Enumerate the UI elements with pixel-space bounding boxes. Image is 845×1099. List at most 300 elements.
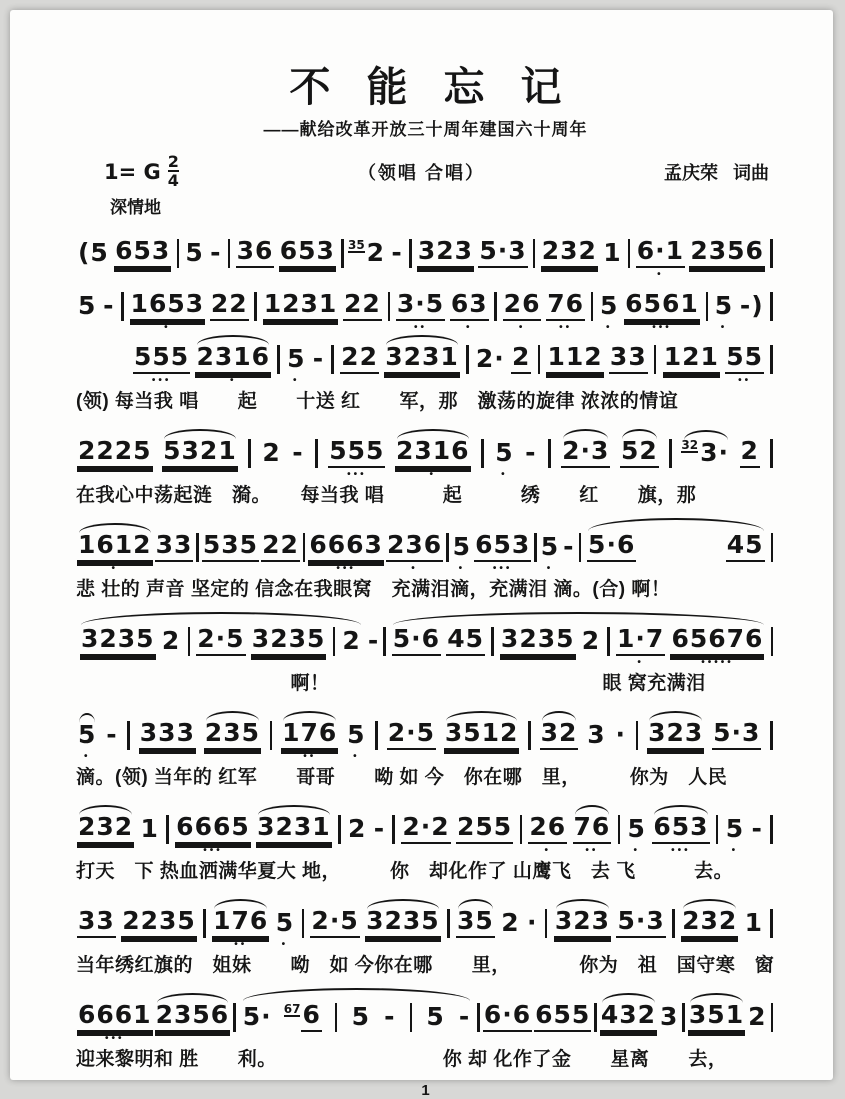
note-text: 5 [725, 814, 745, 843]
note-text: 2·2 [401, 814, 450, 844]
note-text: 33 [77, 908, 116, 938]
note-text: 3 [587, 720, 606, 749]
note-text: 45 [726, 532, 765, 562]
barline [466, 345, 469, 374]
note-token [155, 532, 194, 562]
note-token [561, 438, 610, 468]
time-signature [168, 154, 179, 189]
note-text: 32 [540, 720, 579, 750]
note-token [77, 438, 153, 468]
note-text: 255 [456, 814, 513, 844]
note-text: 112 [546, 344, 603, 374]
barline [233, 1003, 236, 1032]
barline [121, 292, 124, 321]
note-token [77, 530, 153, 574]
barline [333, 627, 336, 656]
composer-credit: 孟庆荣 词曲 [663, 162, 769, 183]
note-token [500, 626, 576, 656]
note-text: 3235 [251, 626, 327, 656]
note-token [130, 289, 206, 333]
octave-dots: • [229, 375, 237, 386]
slur-group [388, 624, 769, 668]
octave-dots: • [657, 269, 664, 280]
note-token [392, 626, 441, 656]
note-token [343, 291, 382, 321]
note-text: · [615, 720, 626, 749]
note-text: 655 [534, 1002, 591, 1032]
note-text: 1·7 [616, 626, 665, 656]
note-text: 2356 [689, 238, 765, 268]
note-text: 176 [281, 720, 338, 750]
note-token [417, 238, 474, 268]
octave-dots: •• [234, 939, 248, 950]
note-token [602, 240, 622, 268]
note-text: - [751, 814, 763, 843]
system-3 [76, 330, 775, 413]
systems [76, 224, 775, 1071]
note-token [744, 910, 764, 938]
note-text: 63 [450, 291, 489, 321]
note-token [373, 816, 386, 844]
note-text: 2 [581, 626, 601, 655]
note-text: 2· [475, 344, 505, 373]
barline [375, 721, 378, 750]
note-token [599, 291, 619, 333]
octave-dots: •• [585, 845, 599, 856]
note-token [286, 344, 306, 386]
note-token [341, 628, 361, 656]
music-line [76, 224, 775, 280]
note-text: 236 [386, 532, 443, 562]
barline [447, 909, 450, 938]
note-token [750, 816, 763, 844]
note-token [456, 908, 495, 938]
note-token [140, 816, 160, 844]
barline [594, 1003, 597, 1032]
note-token [196, 626, 245, 656]
barline [338, 815, 341, 844]
note-text: -) [739, 291, 764, 320]
note-text: - [312, 344, 325, 373]
note-text: 5·3 [712, 720, 761, 750]
barline [706, 292, 709, 321]
octave-dots: •• [303, 751, 317, 762]
barline [248, 439, 251, 468]
system-2 [76, 277, 775, 333]
note-text: 351 [688, 1002, 745, 1032]
barline [491, 627, 494, 656]
system-9 [76, 894, 775, 977]
note-token [102, 293, 115, 321]
octave-dots: • [466, 322, 473, 333]
note-token [614, 722, 627, 750]
barline [591, 292, 594, 321]
note-text: 2 [347, 814, 367, 843]
note-token [401, 814, 450, 844]
note-text: 22 [261, 532, 300, 562]
note-text: 5 [627, 814, 646, 843]
barline [127, 721, 130, 750]
barline [669, 439, 672, 468]
note-text: 6 [301, 1002, 321, 1032]
note-text: 5 [714, 291, 734, 320]
octave-dots: • [293, 375, 300, 386]
barline [409, 239, 412, 268]
note-token [425, 1004, 445, 1032]
note-token [670, 624, 764, 668]
note-text: 5·6 [392, 626, 441, 656]
note-text: 5 [600, 291, 619, 320]
note-text: 555 [328, 438, 385, 468]
grace-note: 67 [283, 1002, 301, 1016]
time-denominator: 4 [167, 171, 179, 190]
note-text: 2 [342, 626, 361, 655]
note-text: 2316 [395, 438, 471, 468]
barline [341, 239, 344, 268]
note-token [712, 720, 761, 750]
note-token [647, 720, 704, 750]
note-token [573, 812, 612, 856]
note-text: 35 [456, 908, 495, 938]
system-4 [76, 424, 775, 507]
note-text: 653 [474, 532, 531, 562]
note-token [586, 722, 606, 750]
note-text: 5 [275, 908, 295, 937]
note-text: (5 [78, 238, 109, 267]
system-8 [76, 800, 775, 883]
octave-dots: • [501, 469, 508, 480]
grace-note: 35 [347, 238, 365, 252]
barline [770, 721, 773, 750]
note-text: 333 [139, 720, 196, 750]
note-token [139, 720, 196, 750]
note-text: 5·3 [616, 908, 665, 938]
octave-dots: • [633, 845, 640, 856]
note-text: 2·5 [310, 908, 359, 938]
note-text: - [384, 1002, 396, 1031]
music-line [76, 277, 775, 333]
note-token [620, 438, 659, 468]
note-text: 2 [501, 908, 520, 937]
barline [254, 292, 257, 321]
note-text: 76 [546, 291, 585, 321]
barline [520, 815, 523, 844]
barline [277, 345, 280, 374]
note-token [500, 910, 520, 938]
note-token [310, 908, 359, 938]
note-token [446, 626, 485, 656]
note-token [263, 291, 339, 321]
note-token [600, 1002, 657, 1032]
note-text: - [563, 532, 575, 561]
note-token [340, 344, 379, 374]
note-text: 121 [663, 344, 720, 374]
note-text: 26 [503, 291, 542, 321]
lyrics-line: 在我心中荡起涟 漪。 每当我 唱 起 绣 红 旗，那 [76, 485, 697, 506]
barline [477, 1003, 480, 1032]
note-token [554, 908, 611, 938]
note-text: 26 [528, 814, 567, 844]
note-text: 323 [554, 908, 611, 938]
note-token [562, 534, 575, 562]
note-text: 5·6 [587, 532, 636, 562]
note-text: 5· [242, 1002, 272, 1031]
note-text: 3235 [80, 626, 156, 656]
note-token [725, 342, 764, 386]
note-token [202, 532, 259, 562]
music-line [76, 612, 775, 668]
note-text: - [458, 1002, 471, 1031]
note-token [285, 1002, 322, 1032]
barline [270, 721, 273, 750]
barline [716, 815, 719, 844]
note-text: - [525, 438, 537, 467]
barline [203, 909, 206, 938]
note-token [739, 293, 765, 321]
octave-dots: • [605, 322, 613, 333]
note-text: - [292, 438, 304, 467]
barline [770, 439, 773, 468]
barline [533, 239, 536, 268]
note-token [384, 344, 460, 374]
note-text: 55 [725, 344, 764, 374]
note-text: 653 [279, 238, 336, 268]
note-token [688, 1002, 745, 1032]
barline [628, 239, 631, 268]
note-text: 6661 [77, 1002, 153, 1032]
note-token [383, 1004, 396, 1032]
note-token [546, 289, 585, 333]
note-text: 2235 [121, 908, 197, 938]
note-token [546, 344, 603, 374]
note-token [261, 532, 300, 562]
note-token [714, 291, 734, 333]
note-token [77, 814, 134, 844]
barline [410, 1003, 413, 1032]
note-token [210, 291, 249, 321]
octave-dots: • [720, 322, 728, 333]
note-token [474, 530, 531, 574]
slur-group [583, 532, 768, 562]
lyrics-line: (领) 每当我 唱 起 十送 红 军，那 激荡的旋律 浓浓的情谊 [76, 391, 679, 412]
note-text: 6·1 [636, 238, 685, 268]
note-token [534, 1002, 591, 1032]
barline [446, 533, 449, 562]
note-token [105, 722, 118, 750]
note-token [526, 910, 539, 938]
note-token [367, 628, 380, 656]
note-token [458, 1004, 471, 1032]
note-token [209, 240, 222, 268]
barline [636, 721, 639, 750]
note-text: 2·5 [387, 720, 436, 750]
barline [388, 292, 391, 321]
octave-dots: ••• [671, 845, 691, 856]
note-text: 555 [133, 344, 190, 374]
octave-dots: • [546, 563, 554, 574]
note-token [281, 718, 338, 762]
note-token [483, 1002, 532, 1032]
note-token [121, 908, 197, 938]
octave-dots: • [518, 322, 526, 333]
dedication-subtitle: ——献给改革开放三十周年建国六十周年 [263, 120, 588, 139]
note-token [162, 438, 238, 468]
octave-dots: ••• [105, 1033, 125, 1044]
note-token [452, 532, 472, 574]
note-text: 653 [652, 814, 709, 844]
octave-dots: • [281, 939, 289, 950]
note-text: 3512 [444, 720, 520, 750]
sheet-music-page [10, 10, 833, 1099]
note-text: 1 [744, 908, 764, 937]
note-token [503, 289, 542, 333]
note-token [204, 720, 261, 750]
note-token [291, 440, 304, 468]
note-token [77, 720, 97, 762]
note-text: 653 [114, 238, 171, 268]
barline [771, 1003, 774, 1032]
note-text: 2 [748, 1002, 767, 1031]
system-1 [76, 224, 775, 280]
note-token [541, 238, 598, 268]
note-text: 2316 [195, 344, 271, 374]
system-7 [76, 706, 775, 789]
note-text: 3235 [365, 908, 441, 938]
note-token [349, 239, 386, 268]
barline [771, 533, 774, 562]
note-text: 432 [600, 1002, 657, 1032]
octave-dots: • [731, 845, 739, 856]
octave-dots: ••• [151, 375, 172, 386]
lyrics-line: 打天 下 热血洒满华夏大 地， 你 却化作了 山鹰飞 去 飞 去。 [76, 861, 734, 882]
song-title: 不能忘记 [289, 64, 598, 110]
music-line [76, 706, 775, 762]
note-token [347, 816, 367, 844]
note-token [328, 436, 385, 480]
note-token [395, 436, 471, 480]
octave-dots: • [544, 845, 552, 856]
note-text: 2·3 [561, 438, 610, 468]
note-text: 3·5 [396, 291, 445, 321]
note-text: 2 [740, 438, 760, 468]
octave-dots: • [164, 322, 171, 333]
octave-dots: •• [413, 322, 427, 333]
note-text: 2 [161, 626, 181, 655]
octave-dots: • [458, 563, 466, 574]
barline [770, 239, 773, 268]
note-token [689, 238, 765, 268]
note-token [475, 346, 506, 374]
octave-dots: •• [559, 322, 573, 333]
octave-dots: ••• [347, 469, 367, 480]
barline [545, 909, 548, 938]
note-text: 176 [212, 908, 269, 938]
note-token [663, 344, 720, 374]
note-text: 5 [351, 1002, 371, 1031]
note-token [195, 342, 271, 386]
note-token [747, 1004, 767, 1032]
note-text: 232 [77, 814, 134, 844]
note-text: 1 [140, 814, 159, 843]
note-token [312, 346, 325, 374]
meta-row [76, 154, 775, 189]
slur-group [76, 626, 366, 656]
note-text: 535 [202, 532, 259, 562]
lyrics-line: 滴。(领) 当年的 红军 哥哥 呦 如 今 你在哪 里， 你为 人民 [76, 767, 728, 788]
note-token [681, 908, 738, 938]
barline [607, 627, 610, 656]
note-text: 36 [236, 238, 275, 268]
note-token [494, 438, 514, 480]
barline [302, 909, 305, 938]
note-token [114, 238, 171, 268]
music-line [76, 988, 775, 1044]
note-text: 2 [262, 438, 281, 467]
note-token [308, 530, 384, 574]
grace-note: 32 [681, 438, 699, 452]
note-token [652, 812, 709, 856]
barline [481, 439, 484, 468]
barline [196, 533, 199, 562]
note-text: 65676 [670, 626, 764, 656]
note-token [80, 626, 156, 656]
note-text: 6663 [308, 532, 384, 562]
barline [672, 909, 675, 938]
note-text: 232 [681, 908, 738, 938]
note-token [511, 344, 531, 374]
note-text: 45 [446, 626, 485, 656]
note-text: 2356 [155, 1002, 231, 1032]
barline [383, 627, 386, 656]
barline [166, 815, 169, 844]
note-text: 5 [78, 720, 97, 749]
note-token [387, 720, 436, 750]
note-text: 22 [340, 344, 379, 374]
note-text: 5 [78, 291, 97, 320]
barline [303, 533, 306, 562]
lyrics-line: 啊！ 眼 窝充满泪 [76, 673, 706, 694]
barline [228, 239, 231, 268]
note-token [77, 293, 97, 321]
note-token [624, 289, 700, 333]
barline [548, 439, 551, 468]
lyrics-line: 悲 壮的 声音 坚定的 信念在我眼窝 充满泪滴，充满泪 滴。(合) 啊！ [76, 579, 671, 600]
note-text: 2 [366, 238, 386, 267]
barline [494, 292, 497, 321]
note-text: 3231 [256, 814, 332, 844]
note-text: 1653 [130, 291, 206, 321]
octave-dots: • [83, 751, 91, 762]
music-line [76, 800, 775, 856]
note-token [524, 440, 537, 468]
barline [654, 345, 657, 374]
slur-group [238, 1002, 476, 1032]
note-text: 5 [495, 438, 514, 467]
note-token [540, 532, 560, 574]
performance-note: （领唱 合唱） [357, 162, 485, 183]
note-token [155, 1002, 231, 1032]
note-token [636, 236, 685, 280]
music-line [132, 330, 775, 386]
note-token [236, 238, 275, 268]
note-token [659, 1004, 679, 1032]
note-text: 33 [155, 532, 194, 562]
note-token [587, 532, 636, 562]
system-10 [76, 988, 775, 1071]
music-line [76, 894, 775, 950]
note-token [726, 532, 765, 562]
barline [335, 1003, 338, 1032]
